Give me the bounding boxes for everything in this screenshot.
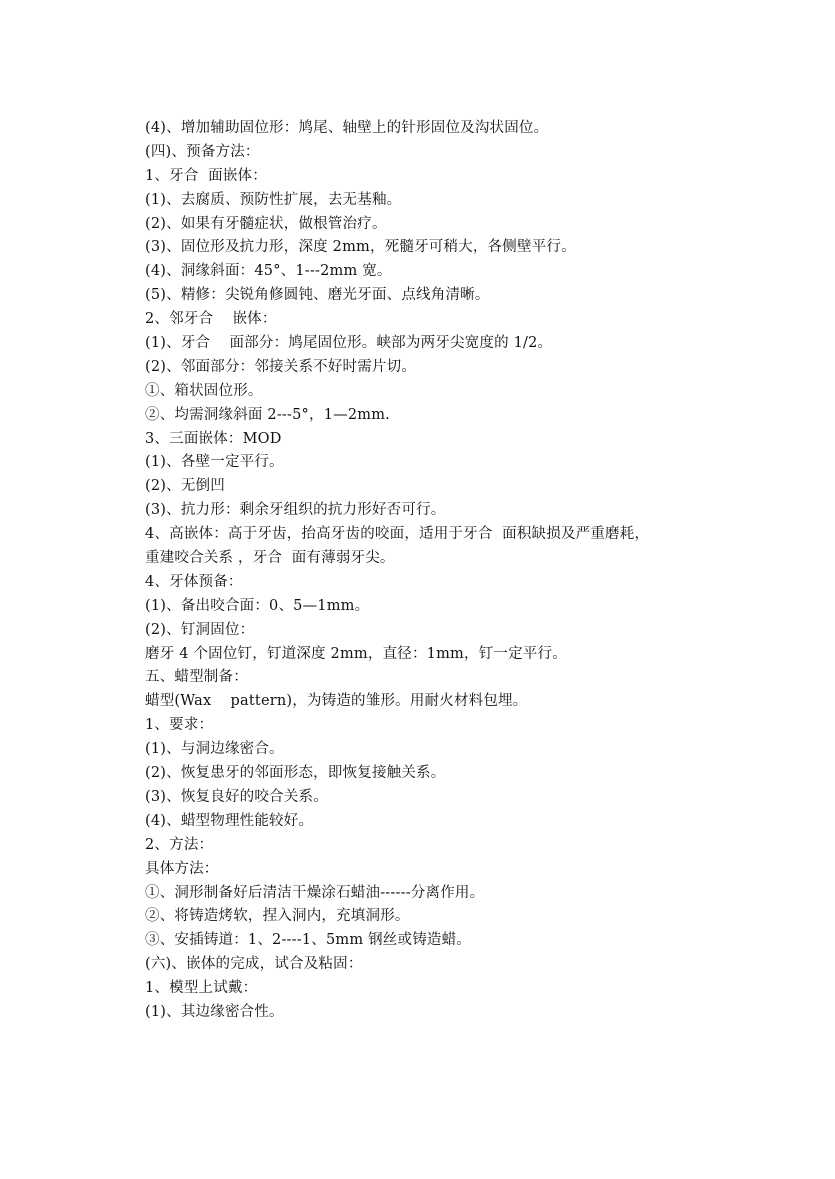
text-line: (1)、其边缘密合性。 (145, 1003, 284, 1020)
text-line: (3)、恢复良好的咬合关系。 (145, 788, 328, 805)
text-line: (1)、牙合 面部分：鸠尾固位形。峡部为两牙尖宽度的 1/2。 (145, 335, 553, 352)
text-line: 五、蜡型制备： (145, 669, 248, 686)
text-line: (3)、抗力形：剩余牙组织的抗力形好否可行。 (145, 502, 446, 519)
text-line: (六)、嵌体的完成，试合及粘固： (145, 956, 363, 973)
text-line: (4)、蜡型物理性能较好。 (145, 812, 314, 829)
document-text-body (145, 117, 705, 1025)
text-line: 重建咬合关系 ，牙合 面有薄弱牙尖。 (145, 550, 395, 567)
text-line: (2)、钉洞固位： (145, 621, 255, 638)
text-line: 4、高嵌体：高于牙齿，抬高牙齿的咬面，适用于牙合 面积缺损及严重磨耗， (145, 526, 650, 543)
text-line: 2、方法： (145, 836, 214, 853)
text-line: 1、牙合 面嵌体： (145, 167, 267, 184)
text-line: (2)、邻面部分：邻接关系不好时需片切。 (145, 358, 417, 375)
text-line: (2)、恢复患牙的邻面形态，即恢复接触关系。 (145, 765, 446, 782)
text-line: 4、牙体预备： (145, 573, 243, 590)
text-line: 1、要求： (145, 717, 214, 734)
text-line: (1)、去腐质、预防性扩展，去无基釉。 (145, 191, 402, 208)
text-line: (2)、无倒凹 (145, 478, 225, 495)
text-line: (1)、与洞边缘密合。 (145, 741, 284, 758)
text-line: (4)、增加辅助固位形：鸠尾、轴壁上的针形固位及沟状固位。 (145, 120, 549, 136)
text-line: 蜡型(Wax pattern)，为铸造的雏形。用耐火材料包埋。 (145, 693, 528, 710)
text-line: (5)、精修：尖锐角修圆钝、磨光牙面、点线角清晰。 (145, 287, 490, 304)
text-line: (3)、固位形及抗力形，深度 2mm，死髓牙可稍大，各侧壁平行。 (145, 239, 576, 256)
text-line: 具体方法： (145, 860, 219, 877)
text-line: ③、安插铸道：1、2----1、5mm 钢丝或铸造蜡。 (145, 932, 472, 949)
text-line: (1)、各壁一定平行。 (145, 454, 284, 471)
text-line: (2)、如果有牙髓症状，做根管治疗。 (145, 215, 387, 232)
text-line: 2、邻牙合 嵌体： (145, 311, 277, 328)
text-line: 1、模型上试戴： (145, 980, 258, 997)
text-line: ②、将铸造烤软，捏入洞内，充填洞形。 (145, 908, 410, 925)
text-line: 3、三面嵌体：MOD (145, 430, 282, 447)
text-line: ①、箱状固位形。 (145, 382, 263, 399)
text-line: ①、洞形制备好后清洁干燥涂石蜡油------分离作用。 (145, 884, 485, 901)
text-line: (四)、预备方法： (145, 143, 260, 160)
text-line: (4)、洞缘斜面：45°、1---2mm 宽。 (145, 263, 392, 280)
text-line: (1)、备出咬合面：0、5—1mm。 (145, 597, 370, 614)
text-line: 磨牙 4 个固位钉，钉道深度 2mm，直径：1mm，钉一定平行。 (145, 645, 567, 662)
text-line: ②、均需洞缘斜面 2---5°，1—2mm. (145, 406, 390, 423)
